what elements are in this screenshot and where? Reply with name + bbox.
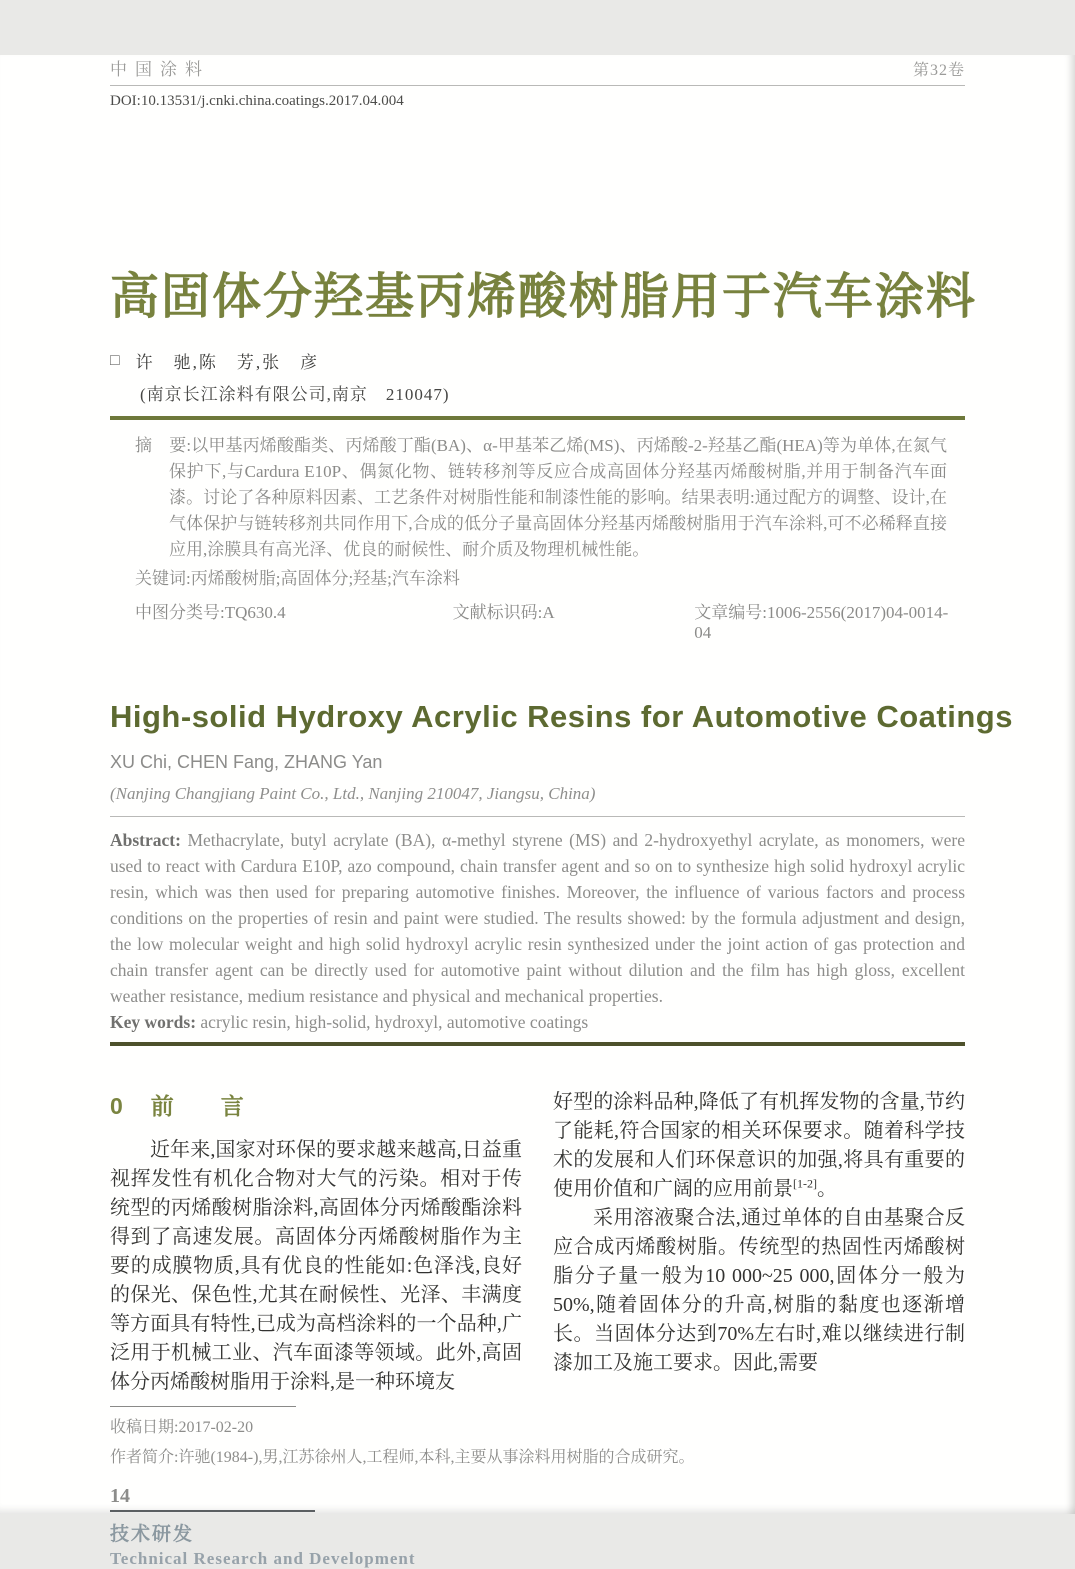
footnote-received-date: 收稿日期:2017-02-20: [110, 1419, 254, 1436]
body-columns: [110, 1088, 965, 1397]
article-title-en: High-solid Hydroxy Acrylic Resins for Automotive Coatings: [110, 699, 1013, 734]
keywords-zh: [135, 564, 965, 589]
abstract-zh-text: 以甲基丙烯酸酯类、丙烯酸丁酯(BA)、α-甲基苯乙烯(MS)、丙烯酸-2-羟基乙酯(HEA)等为单体,在氮气保护下,与Cardura E10P、偶氮化物、链转移剂等反应合成高固体分羟基丙烯酸树脂,并用于制备汽车面漆。讨论了各种原料因素、工艺条件对树脂性能和制漆性能的影响。结果表明:通过配方的调整、设计,在气体保护与链转移剂共同作用下,合成的低分子量高固体分羟基丙烯酸树脂用于汽车涂料,可不必稀释直接应用,涂膜具有高光泽、优良的耐候性、耐介质及物理机械性能。: [169, 436, 947, 559]
body-paragraph-right-1: 好型的涂料品种,降低了有机挥发物的含量,节约了能耗,符合国家的相关环保要求。随着科学技术的发展和人们环保意识的加强,将具有重要的使用价值和广阔的应用前景[1-2]。: [553, 1091, 965, 1200]
footnote-block: [110, 1406, 965, 1467]
author-marker-icon: □: [110, 351, 122, 369]
article-number: 文章编号:1006-2556(2017)04-0014-04: [694, 603, 949, 642]
page-footer: [110, 1485, 965, 1569]
abstract-bottom-rule: [110, 1042, 965, 1046]
body-column-right: [553, 1088, 965, 1397]
volume-label: 第32卷: [912, 62, 965, 79]
body-paragraph-left: 近年来,国家对环保的要求越来越高,日益重视挥发性有机化合物对大气的污染。相对于传统型的丙烯酸树脂涂料,高固体分丙烯酸酯涂料得到了高速发展。高固体分丙烯酸树脂作为主要的成膜物质,具有优良的性能如:色泽浅,良好的保光、保色性,尤其在耐候性、光泽、丰满度等方面具有特性,已成为高档涂料的一个品种,广泛用于机械工业、汽车面漆等领域。此外,高固体分丙烯酸树脂用于涂料,是一种环境友: [110, 1139, 522, 1393]
affiliation-en: (Nanjing Changjiang Paint Co., Ltd., Nanjing 210047, Jiangsu, China): [110, 784, 596, 803]
body-paragraph-right-2: 采用溶液聚合法,通过单体的自由基聚合反应合成丙烯酸树脂。传统型的热固性丙烯酸树脂分子量一般为10 000~25 000,固体分一般为50%,随着固体分的升高,树脂的黏度也逐渐增长。当固体分达到70%左右时,难以继续进行制漆加工及施工要求。因此,需要: [553, 1207, 965, 1374]
abstract-en-text: Methacrylate, butyl acrylate (BA), α-methyl styrene (MS) and 2-hydroxyethyl acrylate, as monomers, were used to react with Cardura E10P, azo compound, chain transfer agent and so on to synthesize high solid hydroxyl acrylic resin, which was then used for preparing automotive finishes. Moreover, the influence of various factors and process conditions on the properties of resin and paint were studied. The results showed: by the formula adjustment and design, the low molecular weight and high solid hydroxyl acrylic resin synthesized under the joint action of gas protection and chain transfer agent can be directly used for automotive paint without dilution and the film has high gloss, excellent weather resistance, medium resistance and physical and mechanical properties.: [110, 830, 965, 1006]
footer-column-title-zh: 技术研发: [110, 1524, 195, 1545]
citation-ref: [1-2]: [793, 1176, 817, 1191]
clc-number: 中图分类号:TQ630.4: [135, 603, 286, 622]
article-title-zh: 高固体分羟基丙烯酸树脂用于汽车涂料: [110, 270, 978, 324]
keywords-en: [110, 1009, 965, 1035]
section-title: 前 言: [150, 1093, 256, 1119]
footnote-author-bio: 作者简介:许驰(1984-),男,江苏徐州人,工程师,本科,主要从事涂料用树脂的合成研究。: [110, 1449, 695, 1466]
abstract-zh: [135, 433, 947, 563]
body-column-left: [110, 1088, 522, 1397]
keywords-zh-label: 关键词:: [135, 569, 191, 588]
abstract-zh-label: 摘 要:: [135, 436, 192, 455]
affiliation-zh: (南京长江涂料有限公司,南京 210047): [140, 385, 450, 404]
abstract-en: [110, 827, 965, 1009]
title-divider-rule: [110, 416, 965, 420]
abstract-en-label: Abstract:: [110, 830, 181, 850]
section-number: 0: [110, 1093, 125, 1119]
footer-column-title-en: Technical Research and Development: [110, 1549, 416, 1568]
keywords-zh-text: 丙烯酸树脂;高固体分;羟基;汽车涂料: [190, 569, 460, 588]
authors-row-zh: [110, 348, 965, 373]
page-number: 14: [110, 1485, 130, 1507]
classification-row: [135, 598, 965, 643]
doi-text: DOI:10.13531/j.cnki.china.coatings.2017.04.004: [110, 93, 404, 109]
authors-en: XU Chi, CHEN Fang, ZHANG Yan: [110, 752, 383, 772]
journal-name: 中国涂料: [110, 60, 210, 79]
authors-zh: 许 驰,陈 芳,张 彦: [135, 353, 320, 372]
page-number-rule: [110, 1510, 315, 1512]
english-header-rule: [110, 816, 965, 817]
paper-page: [0, 55, 1075, 1568]
footnote-rule: [110, 1406, 296, 1407]
keywords-en-text: acrylic resin, high-solid, hydroxyl, automotive coatings: [196, 1012, 589, 1032]
keywords-en-label: Key words:: [110, 1012, 197, 1032]
section-heading: [110, 1088, 522, 1121]
document-code: 文献标识码:A: [452, 603, 555, 622]
page-header: [110, 55, 965, 86]
